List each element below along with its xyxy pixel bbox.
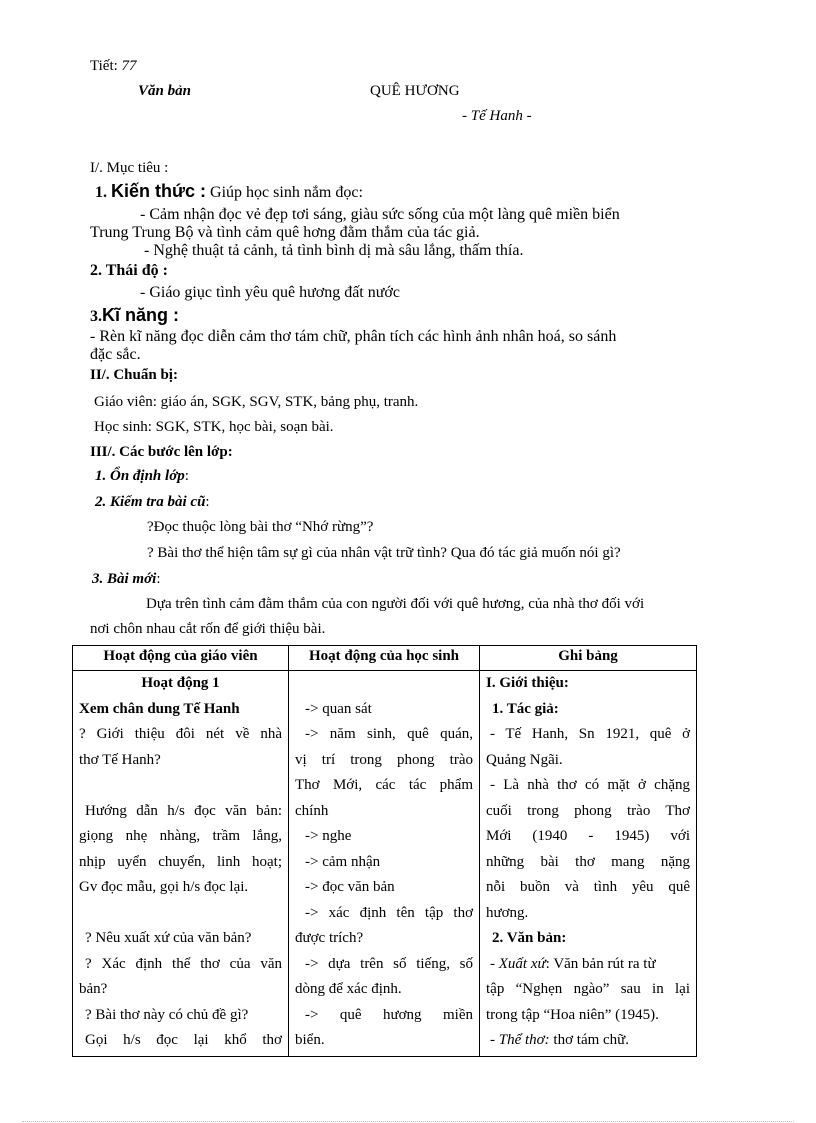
board-heading-text: 2. Văn bản: — [492, 930, 567, 946]
teacher-line: Hướng dẫn h/s đọc văn bản: — [85, 802, 282, 819]
knowledge-line-2: Trung Trung Bộ và tình cảm quê hơng đằm thắm của tác giả. — [90, 224, 480, 241]
board-line: hương. — [486, 904, 529, 921]
student-line: biển. — [295, 1032, 325, 1048]
skills-line-1: - Rèn kĩ năng đọc diễn cảm thơ tám chữ, phân tích các hình ảnh nhân hoá, so sánh — [90, 328, 617, 345]
student-line: chính — [295, 802, 329, 819]
board-line: - Tế Hanh, Sn 1921, quê ở — [490, 726, 690, 742]
board-line: Mới (1940 - 1945) với — [486, 828, 690, 844]
intro-line-2: nơi chôn nhau cắt rốn để giới thiệu bài. — [90, 621, 326, 637]
lesson-number: 77 — [121, 58, 137, 74]
student-line: -> cảm nhận — [305, 853, 381, 870]
page-title: QUÊ HƯƠNG — [370, 83, 460, 99]
teacher-line: Gọi h/s đọc lại khổ thơ — [85, 1032, 282, 1048]
student-line: -> dựa trên số tiếng, số — [305, 955, 473, 972]
teacher-line: thơ Tế Hanh? — [79, 751, 161, 768]
board-line: Quảng Ngãi. — [486, 751, 563, 768]
student-line: -> quan sát — [305, 700, 372, 717]
teacher-column — [73, 671, 289, 1057]
preparation-student: Học sinh: SGK, STK, học bài, soạn bài. — [94, 419, 334, 435]
student-line: dòng để xác định. — [295, 981, 402, 997]
teacher-line: ? Giới thiệu đôi nét về nhà — [79, 726, 282, 742]
board-line: trong tập “Hoa niên” (1945). — [486, 1006, 659, 1023]
knowledge-line-1: - Cảm nhận đọc vẻ đẹp tơi sáng, giàu sức sống của một làng quê miền biển — [140, 206, 620, 223]
board-line: những bài thơ mang nặng — [486, 853, 690, 870]
board-line: nỗi buồn và tình yêu quê — [486, 879, 690, 895]
teacher-line: ? Nêu xuất xứ của văn bản? — [85, 930, 252, 946]
student-line: vị trí trong phong trào — [295, 751, 473, 768]
activity-label: Hoạt động 1 — [141, 675, 220, 691]
objectives-heading: I/. Mục tiêu : — [90, 160, 169, 176]
board-heading-intro: I. Giới thiệu: — [486, 675, 569, 691]
header-teacher: Hoạt động của giáo viên — [73, 646, 289, 671]
author-name: - Tế Hanh - — [462, 108, 532, 124]
student-line: -> quê hương miền — [305, 1006, 473, 1023]
teacher-line: giọng nhẹ nhàng, trầm lắng, — [79, 828, 282, 844]
board-form: - Thể thơ: thơ tám chữ. — [490, 1032, 630, 1048]
step-2: 2. Kiểm tra bài cũ: — [95, 494, 210, 510]
board-heading-author: 1. Tác giả: — [492, 700, 559, 717]
lesson-label: Tiết: 77 — [90, 58, 137, 74]
review-question-2: ? Bài thơ thể hiện tâm sự gì của nhân vật trữ tình? Qua đó tác giả muốn nói gì? — [147, 545, 621, 561]
board-origin: - Xuất xứ: Văn bản rút ra từ — [490, 955, 656, 972]
header-board: Ghi bảng — [480, 646, 697, 671]
student-line: -> nghe — [305, 828, 352, 844]
student-line: được trích? — [295, 930, 364, 946]
student-column — [289, 671, 480, 1057]
steps-heading: III/. Các bước lên lớp: — [90, 444, 233, 460]
table-header-row — [73, 646, 697, 671]
teacher-line: ? Bài thơ này có chủ đề gì? — [85, 1006, 249, 1023]
board-line: - Là nhà thơ có mặt ở chặng — [490, 777, 690, 793]
attitude-heading: 2. Thái độ : — [90, 262, 168, 279]
teacher-line: bản? — [79, 981, 108, 997]
board-line: tập “Nghẹn ngào” sau in lại — [486, 981, 690, 997]
lesson-table — [72, 645, 697, 1057]
teacher-line: Gv đọc mẫu, gọi h/s đọc lại. — [79, 879, 249, 895]
teacher-line: ? Xác định thể thơ của văn — [85, 955, 282, 972]
step-1: 1. Ổn định lớp: — [95, 468, 189, 484]
preparation-teacher: Giáo viên: giáo án, SGK, SGV, STK, bảng phụ, tranh. — [94, 394, 419, 410]
intro-line-1: Dựa trên tình cảm đằm thắm của con người đối với quê hương, của nhà thơ đối với — [146, 596, 645, 612]
attitude-line: - Giáo giục tình yêu quê hương đất nước — [140, 284, 400, 301]
board-column — [480, 671, 697, 1057]
student-line: Thơ Mới, các tác phẩm — [295, 777, 473, 793]
knowledge-line-3: - Nghệ thuật tả cảnh, tả tình bình dị mà sâu lắng, thấm thía. — [144, 242, 524, 259]
board-line: cuối trong phong trào Thơ — [486, 802, 690, 819]
review-question-1: ?Đọc thuộc lòng bài thơ “Nhớ rừng”? — [147, 519, 374, 535]
preparation-heading: II/. Chuẩn bị: — [90, 367, 178, 383]
student-line: -> đọc văn bản — [305, 879, 395, 895]
teacher-line: nhịp uyển chuyển, linh hoạt; — [79, 853, 282, 870]
step-3: 3. Bài mới: — [92, 571, 161, 587]
knowledge-heading: 1. Kiến thức : Giúp học sinh nắm đọc: — [95, 181, 363, 201]
student-line: -> xác định tên tập thơ — [305, 904, 473, 921]
header-student: Hoạt động của học sinh — [289, 646, 480, 671]
skills-line-2: đặc sắc. — [90, 346, 141, 363]
portrait-instruction: Xem chân dung Tế Hanh — [79, 700, 240, 717]
page-bottom-divider — [22, 1121, 794, 1122]
table-row — [73, 671, 697, 1057]
student-line: -> năm sinh, quê quán, — [305, 726, 473, 742]
skills-heading: 3.Kĩ năng : — [90, 305, 179, 325]
genre-label: Văn bản — [138, 83, 191, 99]
